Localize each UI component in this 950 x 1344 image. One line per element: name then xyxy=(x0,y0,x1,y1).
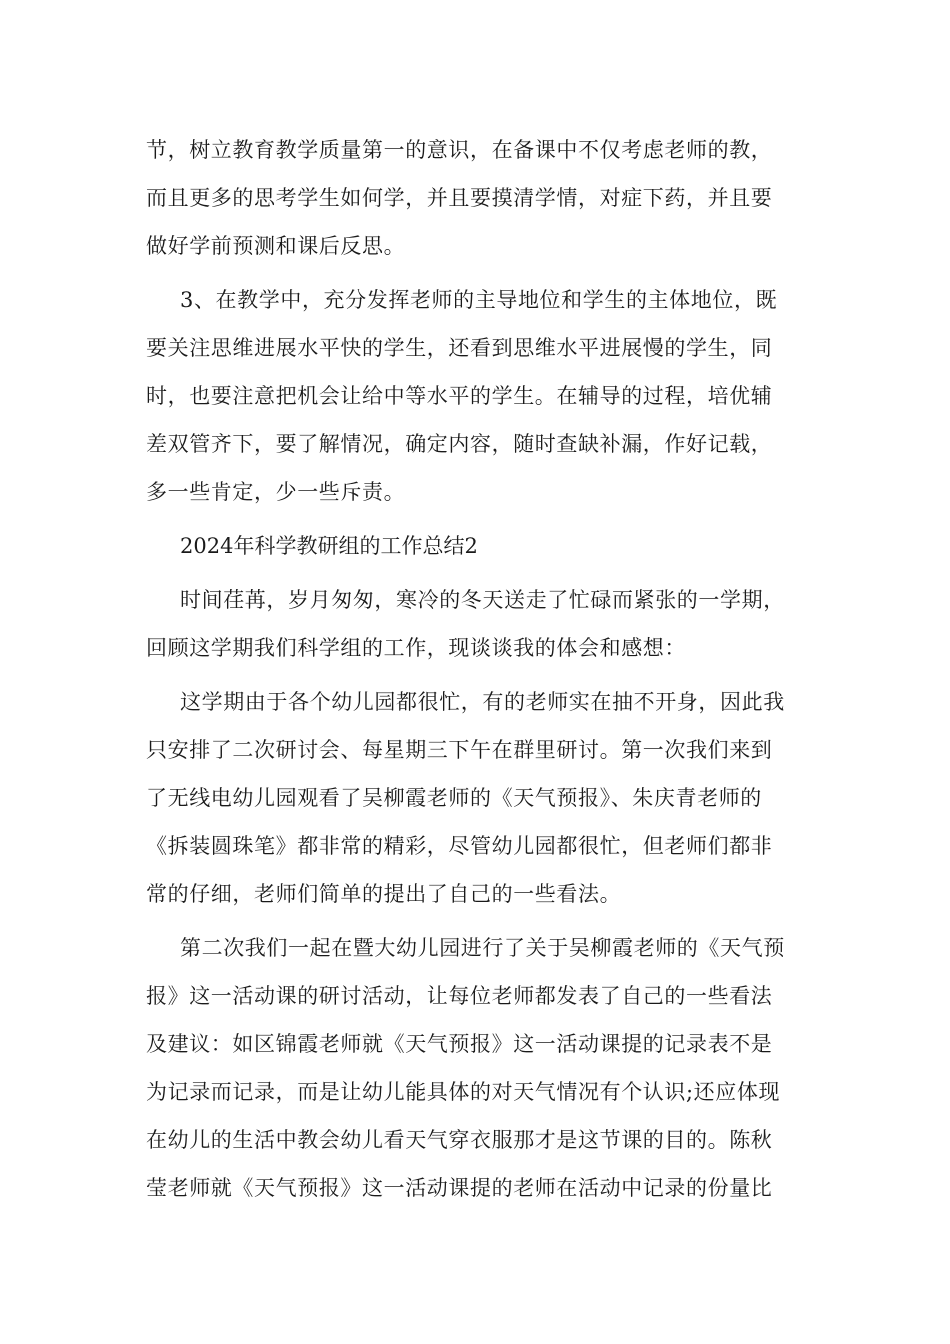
paragraph-3 xyxy=(146,576,812,672)
paragraph-line: 《拆装圆珠笔》都非常的精彩，尽管幼儿园都很忙，但老师们都非 xyxy=(146,834,773,858)
paragraph-line: 时间荏苒，岁月匆匆，寒冷的冬天送走了忙碌而紧张的一学期， xyxy=(180,588,785,612)
section-heading xyxy=(146,522,812,570)
document-body xyxy=(146,126,812,1212)
paragraph-2 xyxy=(146,276,812,516)
paragraph-line: 这学期由于各个幼儿园都很忙，有的老师实在抽不开身，因此我 xyxy=(180,690,785,714)
paragraph-line: 节，树立教育教学质量第一的意识，在备课中不仅考虑老师的教， xyxy=(146,138,773,162)
paragraph-line: 第二次我们一起在暨大幼儿园进行了关于吴柳霞老师的《天气预 xyxy=(180,936,785,960)
paragraph-4 xyxy=(146,678,812,918)
paragraph-line: 只安排了二次研讨会、每星期三下午在群里研讨。第一次我们来到 xyxy=(146,738,773,762)
paragraph-line: 回顾这学期我们科学组的工作，现谈谈我的体会和感想： xyxy=(146,636,686,660)
paragraph-line: 做好学前预测和课后反思。 xyxy=(146,234,406,258)
paragraph-line: 及建议：如区锦霞老师就《天气预报》这一活动课提的记录表不是 xyxy=(146,1032,773,1056)
heading-line: 2024年科学教研组的工作总结2 xyxy=(180,534,478,558)
paragraph-line: 3、在教学中，充分发挥老师的主导地位和学生的主体地位，既 xyxy=(180,288,778,312)
paragraph-line: 常的仔细，老师们简单的提出了自己的一些看法。 xyxy=(146,882,622,906)
paragraph-5 xyxy=(146,924,812,1212)
paragraph-line: 差双管齐下，要了解情况，确定内容，随时查缺补漏，作好记载， xyxy=(146,432,773,456)
paragraph-line: 要关注思维进展水平快的学生，还看到思维水平进展慢的学生，同 xyxy=(146,336,773,360)
paragraph-line: 而且更多的思考学生如何学，并且要摸清学情，对症下药，并且要 xyxy=(146,186,773,210)
paragraph-line: 为记录而记录，而是让幼儿能具体的对天气情况有个认识;还应体现 xyxy=(146,1080,781,1104)
paragraph-line: 了无线电幼儿园观看了吴柳霞老师的《天气预报》、朱庆青老师的 xyxy=(146,786,762,810)
paragraph-1 xyxy=(146,126,812,270)
paragraph-line: 在幼儿的生活中教会幼儿看天气穿衣服那才是这节课的目的。陈秋 xyxy=(146,1128,773,1152)
paragraph-line: 多一些肯定，少一些斥责。 xyxy=(146,480,406,504)
paragraph-line: 莹老师就《天气预报》这一活动课提的老师在活动中记录的份量比 xyxy=(146,1176,773,1200)
paragraph-line: 时，也要注意把机会让给中等水平的学生。在辅导的过程，培优辅 xyxy=(146,384,773,408)
paragraph-line: 报》这一活动课的研讨活动，让每位老师都发表了自己的一些看法 xyxy=(146,984,773,1008)
